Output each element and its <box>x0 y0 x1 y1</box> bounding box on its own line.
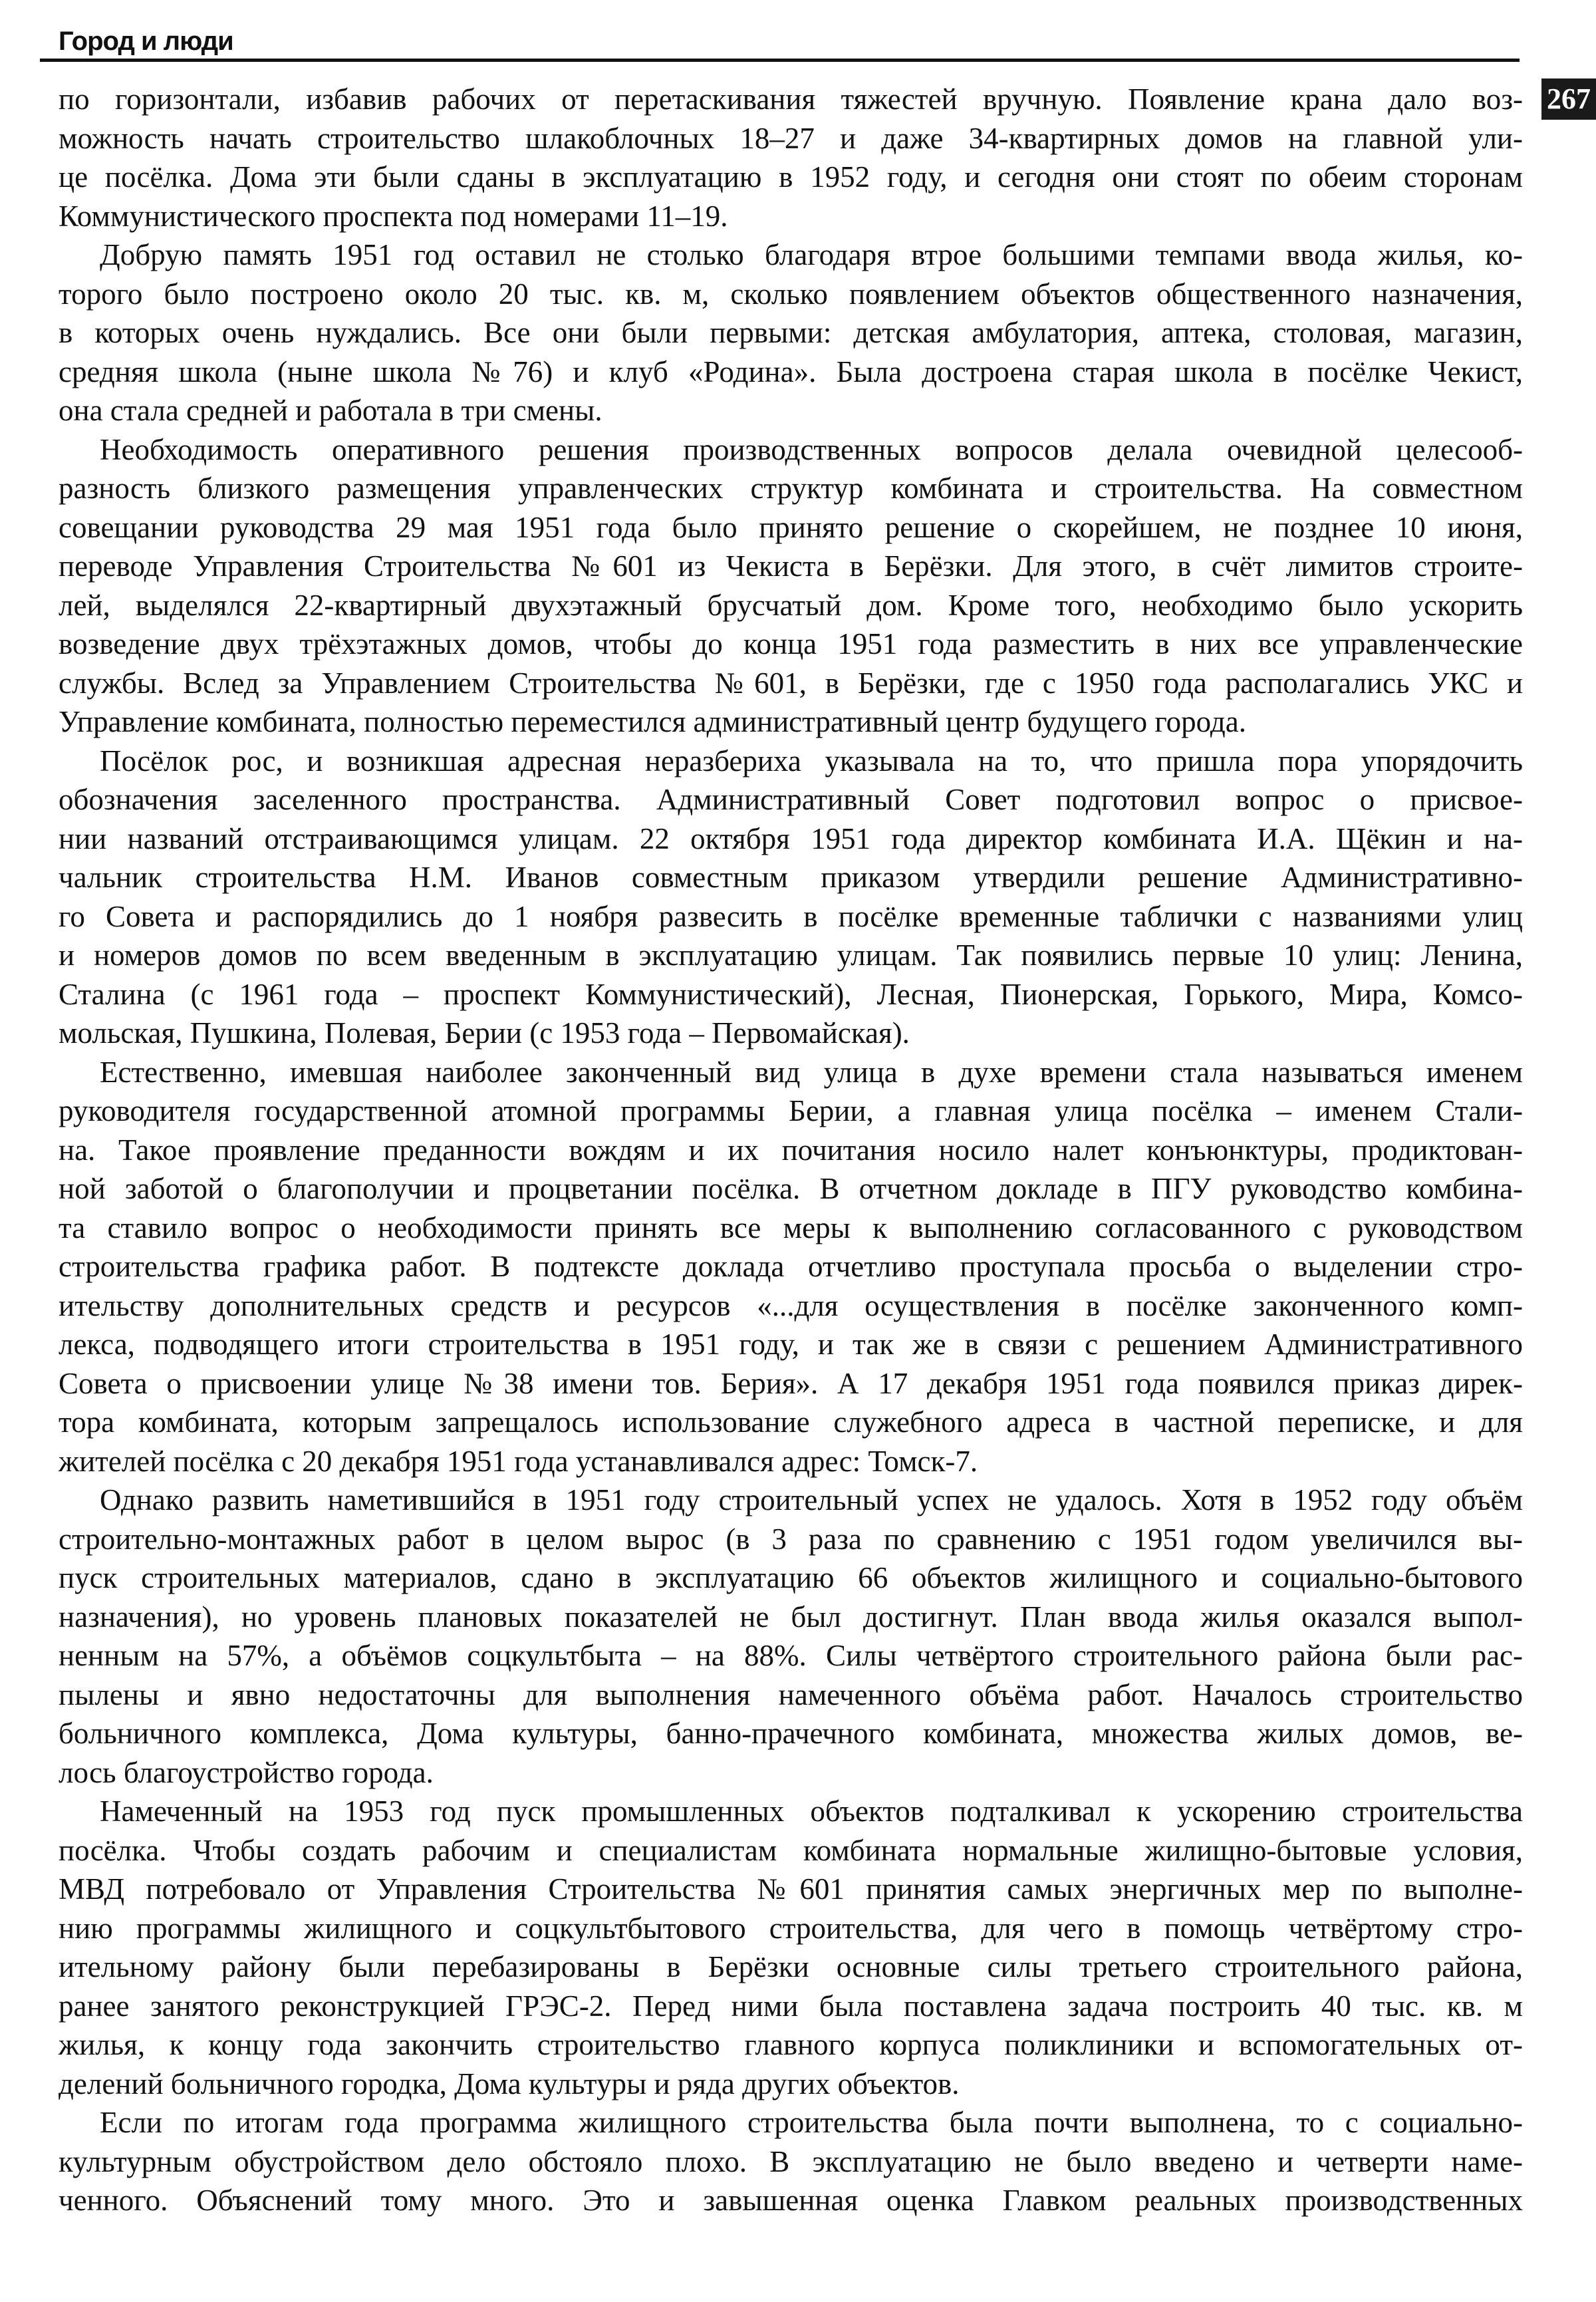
text-line: и номеров домов по всем введенным в эксплуатацию улицам. Так появились первые 10 улиц: Ленина, <box>59 938 1523 972</box>
text-line: руководителя государственной атомной программы Берии, а главная улица посёлка – именем Стали- <box>59 1094 1523 1127</box>
text-line: Намеченный на 1953 год пуск промышленных объектов подталкивал к ускорению строительства <box>100 1795 1523 1828</box>
paragraph <box>59 1792 1523 2103</box>
paragraph <box>59 1481 1523 1792</box>
text-line: она стала средней и работала в три смены. <box>59 394 602 427</box>
text-line: на. Такое проявление преданности вождям и их почитания носило налет конъюнктуры, продиктован- <box>59 1133 1523 1167</box>
text-line: жителей посёлка с 20 декабря 1951 года устанавливался адрес: Томск-7. <box>59 1444 978 1478</box>
text-line: тора комбината, которым запрещалось использование служебного адреса в частной переписке, и для <box>59 1405 1523 1439</box>
text-line: чальник строительства Н.М. Иванов совместным приказом утвердили решение Административно- <box>59 861 1523 894</box>
text-line: ченного. Объяснений тому много. Это и завышенная оценка Главком реальных производственных <box>59 2184 1523 2217</box>
text-line: обозначения заселенного пространства. Административный Совет подготовил вопрос о присвое- <box>59 783 1523 816</box>
text-line: ненным на 57%, а объёмов соцкультбыта – на 88%. Силы четвёртого строительного района были рас- <box>59 1639 1523 1672</box>
text-line: в которых очень нуждались. Все они были первыми: детская амбулатория, аптека, столовая, магазин, <box>59 316 1523 349</box>
paragraph <box>59 80 1523 235</box>
text-line: ительству дополнительных средств и ресурсов «...для осуществления в посёлке законченного комп- <box>59 1288 1523 1322</box>
text-line: Добрую память 1951 год оставил не столько благодаря втрое большими темпами ввода жилья, ко- <box>100 238 1523 271</box>
text-line: Необходимость оперативного решения производственных вопросов делала очевидной целесооб- <box>100 432 1523 466</box>
body-text <box>59 80 1523 2220</box>
text-line: Управление комбината, полностью переместился административный центр будущего города. <box>59 705 1247 738</box>
text-line: по горизонтали, избавив рабочих от перетаскивания тяжестей вручную. Появление крана дало воз- <box>59 82 1523 116</box>
paragraph <box>59 235 1523 430</box>
text-line: службы. Вслед за Управлением Строительства №601, в Берёзки, где с 1950 года располагались УКС и <box>59 666 1523 700</box>
text-line: пуск строительных материалов, сдано в эксплуатацию 66 объектов жилищного и социально-бытового <box>59 1561 1523 1594</box>
paragraph <box>59 430 1523 742</box>
text-line: можность начать строительство шлакоблочных 18–27 и даже 34-квартирных домов на главной ули- <box>59 121 1523 155</box>
text-line: ительному району были перебазированы в Берёзки основные силы третьего строительного района, <box>59 1950 1523 1983</box>
text-line: Сталина (с 1961 года – проспект Коммунистический), Лесная, Пионерская, Горького, Мира, Комсо- <box>59 977 1523 1011</box>
text-line: посёлка. Чтобы создать рабочим и специалистам комбината нормальные жилищно-бытовые условия, <box>59 1833 1523 1867</box>
text-line: пылены и явно недостаточны для выполнения намеченного объёма работ. Началось строительство <box>59 1677 1523 1711</box>
text-line: средняя школа (ныне школа №76) и клуб «Родина». Была достроена старая школа в посёлке Чекист, <box>59 355 1523 388</box>
text-line: це посёлка. Дома эти были сданы в эксплуатацию в 1952 году, и сегодня они стоят по обеим сторонам <box>59 160 1523 194</box>
text-line: переводе Управления Строительства №601 из Чекиста в Берёзки. Для этого, в счёт лимитов строите- <box>59 549 1523 583</box>
text-line: Однако развить наметившийся в 1951 году строительный успех не удалось. Хотя в 1952 году объём <box>100 1483 1523 1516</box>
text-line: Естественно, имевшая наиболее законченный вид улица в духе времени стала называться именем <box>100 1055 1523 1089</box>
text-line: делений больничного городка, Дома культуры и ряда других объектов. <box>59 2067 960 2100</box>
text-line: нии названий отстраивающимся улицам. 22 октября 1951 года директор комбината И.А. Щёкин и на- <box>59 821 1523 855</box>
header-rule <box>40 59 1520 62</box>
text-line: та ставило вопрос о необходимости принять все меры к выполнению согласованного с руководством <box>59 1211 1523 1244</box>
text-line: назначения), но уровень плановых показателей не был достигнут. План ввода жилья оказался выпол- <box>59 1600 1523 1634</box>
paragraph <box>59 742 1523 1053</box>
text-line: совещании руководства 29 мая 1951 года было принято решение о скорейшем, не позднее 10 июня, <box>59 510 1523 544</box>
text-line: ранее занятого реконструкцией ГРЭС-2. Перед ними была поставлена задача построить 40 тыс. кв. м <box>59 1989 1523 2023</box>
text-line: лей, выделялся 22-квартирный двухэтажный брусчатый дом. Кроме того, необходимо было ускорить <box>59 588 1523 622</box>
text-line: Если по итогам года программа жилищного строительства была почти выполнена, то с социально- <box>100 2106 1523 2139</box>
text-line: Совета о присвоении улице №38 имени тов. Берия». А 17 декабря 1951 года появился приказ дирек- <box>59 1366 1523 1400</box>
text-line: строительства графика работ. В подтексте доклада отчетливо проступала просьба о выделении стро- <box>59 1250 1523 1283</box>
text-line: го Совета и распорядились до 1 ноября развесить в посёлке временные таблички с названиями улиц <box>59 899 1523 933</box>
text-line: Коммунистического проспекта под номерами 11–19. <box>59 199 728 233</box>
text-line: жилья, к концу года закончить строительство главного корпуса поликлиники и вспомогательных от- <box>59 2028 1523 2061</box>
text-line: разность близкого размещения управленческих структур комбината и строительства. На совместном <box>59 472 1523 505</box>
text-line: мольская, Пушкина, Полевая, Берии (с 1953 года – Первомайская). <box>59 1016 910 1050</box>
text-line: лекса, подводящего итоги строительства в 1951 году, и так же в связи с решением Административного <box>59 1328 1523 1361</box>
text-line: возведение двух трёхэтажных домов, чтобы до конца 1951 года разместить в них все управленческие <box>59 627 1523 660</box>
running-head-title: Город и люди <box>59 27 233 56</box>
text-line: больничного комплекса, Дома культуры, банно-прачечного комбината, множества жилых домов, ве- <box>59 1717 1523 1750</box>
text-line: МВД потребовало от Управления Строительства №601 принятия самых энергичных мер по выполне- <box>59 1872 1523 1906</box>
page-number: 267 <box>1541 78 1596 120</box>
text-line: ной заботой о благополучии и процветании посёлка. В отчетном докладе в ПГУ руководство комбина- <box>59 1172 1523 1205</box>
text-line: торого было построено около 20 тыс. кв. м, сколько появлением объектов общественного назначения, <box>59 277 1523 311</box>
text-line: Посёлок рос, и возникшая адресная неразбериха указывала на то, что пришла пора упорядочить <box>100 744 1523 778</box>
text-line: нию программы жилищного и соцкультбытового строительства, для чего в помощь четвёртому стро- <box>59 1911 1523 1945</box>
text-line: строительно-монтажных работ в целом вырос (в 3 раза по сравнению с 1951 годом увеличился вы- <box>59 1522 1523 1556</box>
paragraph <box>59 2103 1523 2220</box>
text-line: культурным обустройством дело обстояло плохо. В эксплуатацию не было введено и четверти наме- <box>59 2144 1523 2178</box>
text-line: лось благоустройство города. <box>59 1755 434 1789</box>
paragraph <box>59 1053 1523 1481</box>
